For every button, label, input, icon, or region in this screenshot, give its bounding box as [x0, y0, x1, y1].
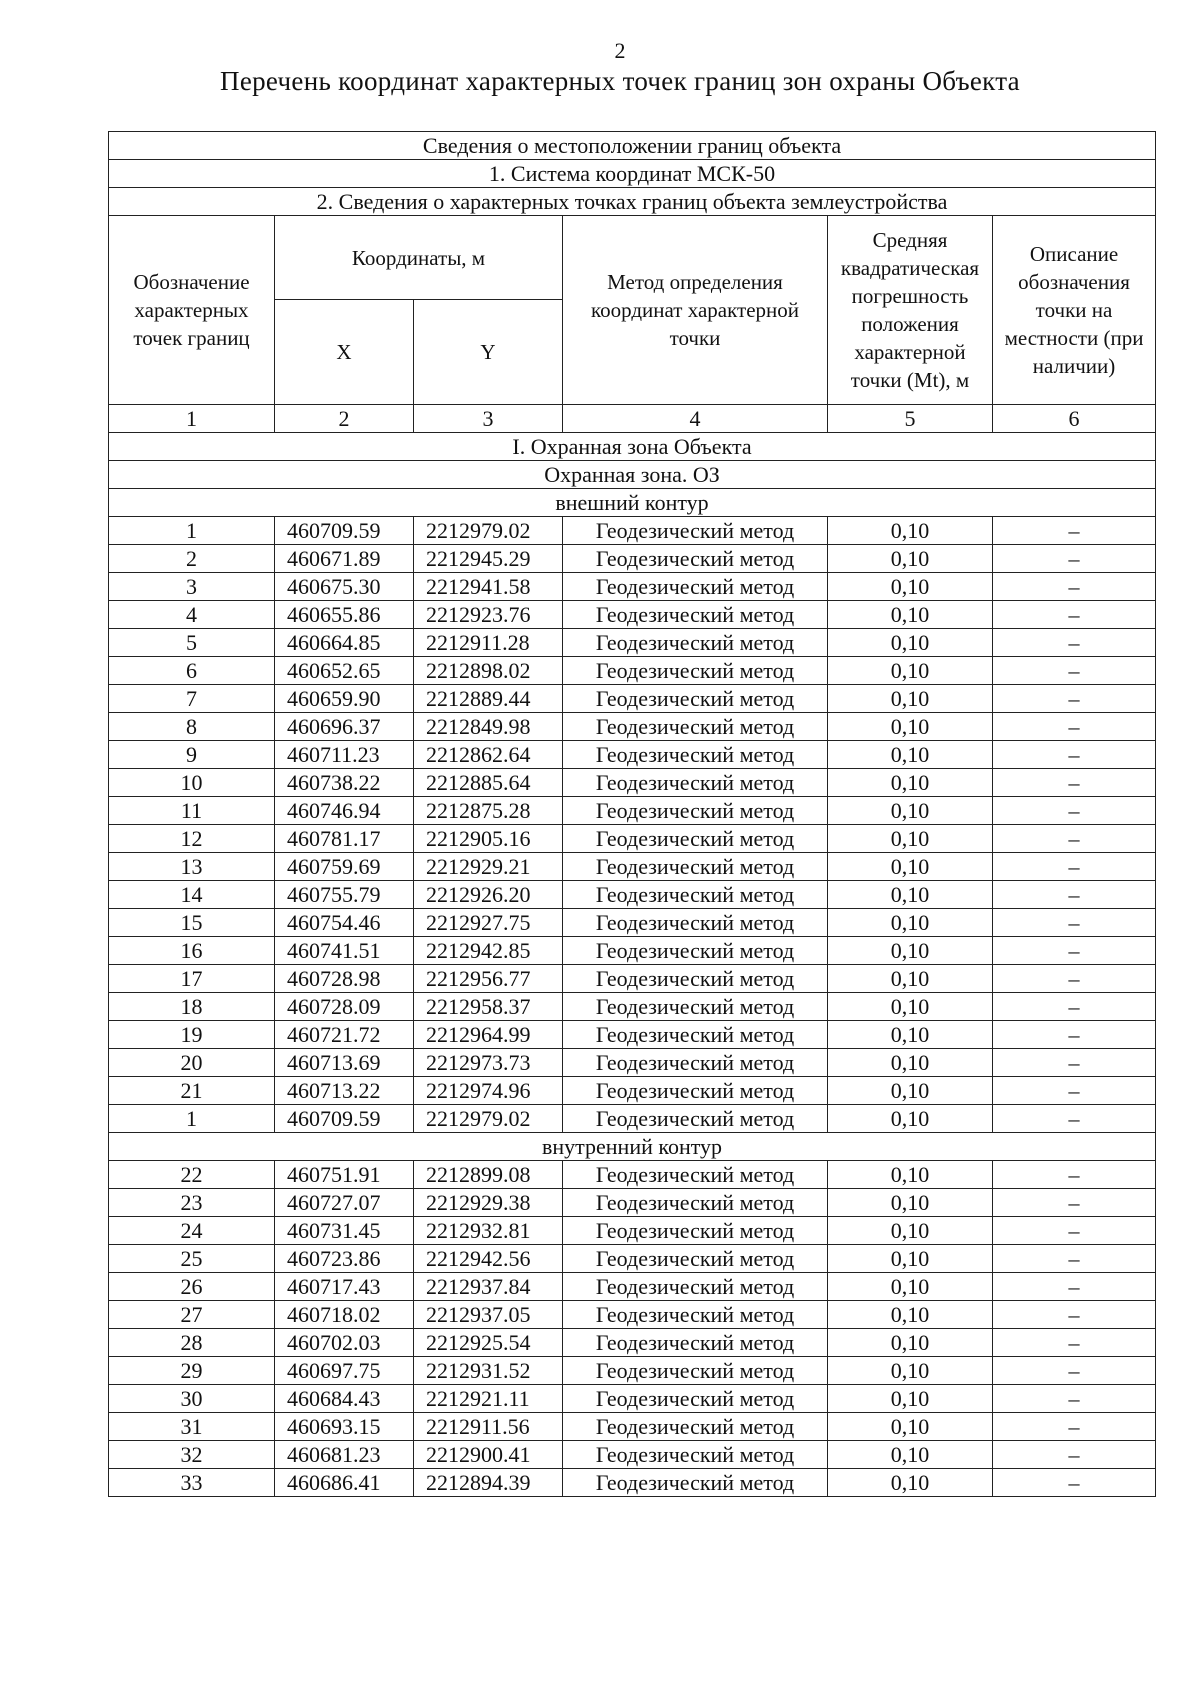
- error-cell: 0,10: [828, 1301, 993, 1329]
- point-number: 16: [109, 937, 275, 965]
- coord-x: 460741.51: [275, 937, 414, 965]
- coord-x: 460723.86: [275, 1245, 414, 1273]
- table-row: [109, 1189, 1156, 1217]
- coord-y: 2212889.44: [414, 685, 563, 713]
- point-number: 18: [109, 993, 275, 1021]
- description-cell: –: [993, 741, 1156, 769]
- coord-y: 2212964.99: [414, 1021, 563, 1049]
- description-cell: –: [993, 629, 1156, 657]
- description-cell: –: [993, 713, 1156, 741]
- table-row: [109, 965, 1156, 993]
- point-number: 26: [109, 1273, 275, 1301]
- error-cell: 0,10: [828, 1469, 993, 1497]
- table-row: [109, 1301, 1156, 1329]
- point-number: 29: [109, 1357, 275, 1385]
- method-cell: Геодезический метод: [563, 937, 828, 965]
- zone-title: I. Охранная зона Объекта: [109, 433, 1156, 461]
- coord-x: 460664.85: [275, 629, 414, 657]
- coord-x: 460681.23: [275, 1441, 414, 1469]
- table-row: [109, 909, 1156, 937]
- coord-y: 2212942.56: [414, 1245, 563, 1273]
- method-cell: Геодезический метод: [563, 545, 828, 573]
- coord-y: 2212905.16: [414, 825, 563, 853]
- coord-x: 460652.65: [275, 657, 414, 685]
- method-cell: Геодезический метод: [563, 517, 828, 545]
- column-number: 3: [414, 405, 563, 433]
- coord-y: 2212979.02: [414, 1105, 563, 1133]
- table-row: [109, 1217, 1156, 1245]
- table-row: [109, 1413, 1156, 1441]
- header-y: Y: [414, 300, 563, 405]
- coord-y: 2212862.64: [414, 741, 563, 769]
- coord-x: 460754.46: [275, 909, 414, 937]
- header-x: X: [275, 300, 414, 405]
- coord-x: 460717.43: [275, 1273, 414, 1301]
- error-cell: 0,10: [828, 965, 993, 993]
- column-number: 5: [828, 405, 993, 433]
- coord-x: 460713.69: [275, 1049, 414, 1077]
- error-cell: 0,10: [828, 1273, 993, 1301]
- description-cell: –: [993, 937, 1156, 965]
- point-number: 3: [109, 573, 275, 601]
- coord-y: 2212942.85: [414, 937, 563, 965]
- method-cell: Геодезический метод: [563, 1105, 828, 1133]
- description-cell: –: [993, 1385, 1156, 1413]
- point-number: 11: [109, 797, 275, 825]
- method-cell: Геодезический метод: [563, 965, 828, 993]
- table-row: [109, 825, 1156, 853]
- error-cell: 0,10: [828, 1049, 993, 1077]
- coord-x: 460696.37: [275, 713, 414, 741]
- coord-y: 2212894.39: [414, 1469, 563, 1497]
- error-cell: 0,10: [828, 1021, 993, 1049]
- point-number: 25: [109, 1245, 275, 1273]
- coord-x: 460755.79: [275, 881, 414, 909]
- method-cell: Геодезический метод: [563, 881, 828, 909]
- method-cell: Геодезический метод: [563, 769, 828, 797]
- description-cell: –: [993, 769, 1156, 797]
- method-cell: Геодезический метод: [563, 1217, 828, 1245]
- description-cell: –: [993, 881, 1156, 909]
- table-row: [109, 1021, 1156, 1049]
- point-number: 9: [109, 741, 275, 769]
- column-number: 1: [109, 405, 275, 433]
- coord-y: 2212932.81: [414, 1217, 563, 1245]
- coord-x: 460702.03: [275, 1329, 414, 1357]
- point-number: 12: [109, 825, 275, 853]
- zone-subtitle: Охранная зона. ОЗ: [109, 461, 1156, 489]
- point-number: 5: [109, 629, 275, 657]
- coordinates-table: [108, 131, 1156, 1497]
- coord-y: 2212885.64: [414, 769, 563, 797]
- coord-y: 2212929.38: [414, 1189, 563, 1217]
- method-cell: Геодезический метод: [563, 993, 828, 1021]
- table-row: [109, 1105, 1156, 1133]
- table-row: [109, 1357, 1156, 1385]
- coord-y: 2212956.77: [414, 965, 563, 993]
- table-row: [109, 1161, 1156, 1189]
- method-cell: Геодезический метод: [563, 741, 828, 769]
- coord-y: 2212899.08: [414, 1161, 563, 1189]
- coord-x: 460728.09: [275, 993, 414, 1021]
- error-cell: 0,10: [828, 1217, 993, 1245]
- method-cell: Геодезический метод: [563, 909, 828, 937]
- error-cell: 0,10: [828, 1245, 993, 1273]
- coord-y: 2212923.76: [414, 601, 563, 629]
- point-number: 15: [109, 909, 275, 937]
- coord-y: 2212973.73: [414, 1049, 563, 1077]
- coord-x: 460721.72: [275, 1021, 414, 1049]
- description-cell: –: [993, 1189, 1156, 1217]
- description-cell: –: [993, 1273, 1156, 1301]
- table-row: [109, 1077, 1156, 1105]
- description-cell: –: [993, 1329, 1156, 1357]
- table-row: [109, 685, 1156, 713]
- error-cell: 0,10: [828, 1189, 993, 1217]
- coord-x: 460718.02: [275, 1301, 414, 1329]
- coord-x: 460671.89: [275, 545, 414, 573]
- coord-y: 2212921.11: [414, 1385, 563, 1413]
- section-title: Сведения о местоположении границ объекта: [109, 132, 1156, 160]
- method-cell: Геодезический метод: [563, 1077, 828, 1105]
- coord-x: 460675.30: [275, 573, 414, 601]
- coord-x: 460751.91: [275, 1161, 414, 1189]
- coord-x: 460684.43: [275, 1385, 414, 1413]
- point-number: 23: [109, 1189, 275, 1217]
- table-row: [109, 853, 1156, 881]
- inner-contour-label: внутренний контур: [109, 1133, 1156, 1161]
- method-cell: Геодезический метод: [563, 657, 828, 685]
- table-row: [109, 993, 1156, 1021]
- error-cell: 0,10: [828, 1357, 993, 1385]
- error-cell: 0,10: [828, 573, 993, 601]
- method-cell: Геодезический метод: [563, 1189, 828, 1217]
- coord-y: 2212875.28: [414, 797, 563, 825]
- point-number: 8: [109, 713, 275, 741]
- error-cell: 0,10: [828, 1077, 993, 1105]
- table-row: [109, 1049, 1156, 1077]
- description-cell: –: [993, 657, 1156, 685]
- description-cell: –: [993, 685, 1156, 713]
- coord-x: 460713.22: [275, 1077, 414, 1105]
- error-cell: 0,10: [828, 1385, 993, 1413]
- method-cell: Геодезический метод: [563, 601, 828, 629]
- method-cell: Геодезический метод: [563, 1441, 828, 1469]
- description-cell: –: [993, 825, 1156, 853]
- description-cell: –: [993, 1469, 1156, 1497]
- header-designation: Обозначение характерных точек границ: [109, 216, 275, 405]
- method-cell: Геодезический метод: [563, 629, 828, 657]
- method-cell: Геодезический метод: [563, 1301, 828, 1329]
- table-row: [109, 573, 1156, 601]
- table-row: [109, 769, 1156, 797]
- description-cell: –: [993, 1077, 1156, 1105]
- point-number: 7: [109, 685, 275, 713]
- error-cell: 0,10: [828, 881, 993, 909]
- table-row: [109, 517, 1156, 545]
- error-cell: 0,10: [828, 685, 993, 713]
- point-number: 1: [109, 1105, 275, 1133]
- coord-x: 460731.45: [275, 1217, 414, 1245]
- description-cell: –: [993, 993, 1156, 1021]
- error-cell: 0,10: [828, 1161, 993, 1189]
- method-cell: Геодезический метод: [563, 1385, 828, 1413]
- coord-x: 460659.90: [275, 685, 414, 713]
- description-cell: –: [993, 1441, 1156, 1469]
- error-cell: 0,10: [828, 601, 993, 629]
- method-cell: Геодезический метод: [563, 1161, 828, 1189]
- coord-y: 2212900.41: [414, 1441, 563, 1469]
- coord-x: 460738.22: [275, 769, 414, 797]
- coord-y: 2212911.28: [414, 629, 563, 657]
- point-number: 2: [109, 545, 275, 573]
- method-cell: Геодезический метод: [563, 1049, 828, 1077]
- description-cell: –: [993, 1021, 1156, 1049]
- point-number: 1: [109, 517, 275, 545]
- description-cell: –: [993, 965, 1156, 993]
- coord-x: 460711.23: [275, 741, 414, 769]
- point-number: 27: [109, 1301, 275, 1329]
- method-cell: Геодезический метод: [563, 713, 828, 741]
- table-row: [109, 881, 1156, 909]
- error-cell: 0,10: [828, 1413, 993, 1441]
- description-cell: –: [993, 1161, 1156, 1189]
- coord-y: 2212931.52: [414, 1357, 563, 1385]
- coord-y: 2212925.54: [414, 1329, 563, 1357]
- header-description: Описание обозначения точки на местности (при наличии): [993, 216, 1156, 405]
- error-cell: 0,10: [828, 1441, 993, 1469]
- points-info-heading: 2. Сведения о характерных точках границ объекта землеустройства: [109, 188, 1156, 216]
- coord-x: 460727.07: [275, 1189, 414, 1217]
- description-cell: –: [993, 1301, 1156, 1329]
- header-error: Средняя квадратическая погрешность положения характерной точки (Mt), м: [828, 216, 993, 405]
- error-cell: 0,10: [828, 1329, 993, 1357]
- description-cell: –: [993, 909, 1156, 937]
- table-row: [109, 797, 1156, 825]
- error-cell: 0,10: [828, 741, 993, 769]
- column-number: 6: [993, 405, 1156, 433]
- table-row: [109, 545, 1156, 573]
- coord-x: 460709.59: [275, 517, 414, 545]
- error-cell: 0,10: [828, 909, 993, 937]
- coord-y: 2212979.02: [414, 517, 563, 545]
- coord-y: 2212927.75: [414, 909, 563, 937]
- coord-x: 460709.59: [275, 1105, 414, 1133]
- method-cell: Геодезический метод: [563, 797, 828, 825]
- coord-y: 2212974.96: [414, 1077, 563, 1105]
- coord-y: 2212929.21: [414, 853, 563, 881]
- description-cell: –: [993, 797, 1156, 825]
- point-number: 4: [109, 601, 275, 629]
- point-number: 6: [109, 657, 275, 685]
- method-cell: Геодезический метод: [563, 1021, 828, 1049]
- table-row: [109, 713, 1156, 741]
- coord-x: 460693.15: [275, 1413, 414, 1441]
- header-method: Метод определения координат характерной точки: [563, 216, 828, 405]
- method-cell: Геодезический метод: [563, 853, 828, 881]
- method-cell: Геодезический метод: [563, 1413, 828, 1441]
- description-cell: –: [993, 573, 1156, 601]
- coord-x: 460655.86: [275, 601, 414, 629]
- coord-x: 460697.75: [275, 1357, 414, 1385]
- table-row: [109, 1245, 1156, 1273]
- page-number: 2: [614, 38, 626, 63]
- error-cell: 0,10: [828, 937, 993, 965]
- point-number: 17: [109, 965, 275, 993]
- method-cell: Геодезический метод: [563, 685, 828, 713]
- description-cell: –: [993, 1357, 1156, 1385]
- description-cell: –: [993, 1217, 1156, 1245]
- point-number: 20: [109, 1049, 275, 1077]
- point-number: 30: [109, 1385, 275, 1413]
- point-number: 22: [109, 1161, 275, 1189]
- table-row: [109, 1385, 1156, 1413]
- point-number: 13: [109, 853, 275, 881]
- error-cell: 0,10: [828, 769, 993, 797]
- method-cell: Геодезический метод: [563, 1469, 828, 1497]
- method-cell: Геодезический метод: [563, 573, 828, 601]
- coord-y: 2212945.29: [414, 545, 563, 573]
- table-row: [109, 1469, 1156, 1497]
- error-cell: 0,10: [828, 517, 993, 545]
- table-row: [109, 741, 1156, 769]
- table-row: [109, 629, 1156, 657]
- method-cell: Геодезический метод: [563, 1245, 828, 1273]
- coord-y: 2212911.56: [414, 1413, 563, 1441]
- table-row: [109, 937, 1156, 965]
- description-cell: –: [993, 1105, 1156, 1133]
- column-number: 4: [563, 405, 828, 433]
- error-cell: 0,10: [828, 629, 993, 657]
- table-row: [109, 657, 1156, 685]
- coord-y: 2212941.58: [414, 573, 563, 601]
- table-row: [109, 1441, 1156, 1469]
- error-cell: 0,10: [828, 1105, 993, 1133]
- point-number: 33: [109, 1469, 275, 1497]
- method-cell: Геодезический метод: [563, 1329, 828, 1357]
- description-cell: –: [993, 1413, 1156, 1441]
- point-number: 14: [109, 881, 275, 909]
- description-cell: –: [993, 601, 1156, 629]
- table-row: [109, 601, 1156, 629]
- coord-y: 2212898.02: [414, 657, 563, 685]
- coordinate-system: 1. Система координат МСК-50: [109, 160, 1156, 188]
- coord-y: 2212937.84: [414, 1273, 563, 1301]
- coord-x: 460686.41: [275, 1469, 414, 1497]
- coord-y: 2212937.05: [414, 1301, 563, 1329]
- description-cell: –: [993, 545, 1156, 573]
- coord-x: 460746.94: [275, 797, 414, 825]
- point-number: 19: [109, 1021, 275, 1049]
- point-number: 24: [109, 1217, 275, 1245]
- coord-x: 460759.69: [275, 853, 414, 881]
- table-row: [109, 1273, 1156, 1301]
- error-cell: 0,10: [828, 713, 993, 741]
- error-cell: 0,10: [828, 797, 993, 825]
- point-number: 10: [109, 769, 275, 797]
- coord-y: 2212958.37: [414, 993, 563, 1021]
- table-row: [109, 1329, 1156, 1357]
- header-coordinates: Координаты, м: [275, 216, 563, 300]
- point-number: 21: [109, 1077, 275, 1105]
- error-cell: 0,10: [828, 853, 993, 881]
- point-number: 28: [109, 1329, 275, 1357]
- error-cell: 0,10: [828, 545, 993, 573]
- coord-y: 2212849.98: [414, 713, 563, 741]
- coord-y: 2212926.20: [414, 881, 563, 909]
- outer-contour-label: внешний контур: [109, 489, 1156, 517]
- description-cell: –: [993, 853, 1156, 881]
- error-cell: 0,10: [828, 993, 993, 1021]
- method-cell: Геодезический метод: [563, 1273, 828, 1301]
- coord-x: 460728.98: [275, 965, 414, 993]
- error-cell: 0,10: [828, 657, 993, 685]
- description-cell: –: [993, 517, 1156, 545]
- coord-x: 460781.17: [275, 825, 414, 853]
- method-cell: Геодезический метод: [563, 825, 828, 853]
- error-cell: 0,10: [828, 825, 993, 853]
- page-title: Перечень координат характерных точек границ зон охраны Объекта: [220, 66, 1020, 96]
- point-number: 32: [109, 1441, 275, 1469]
- description-cell: –: [993, 1245, 1156, 1273]
- description-cell: –: [993, 1049, 1156, 1077]
- column-number: 2: [275, 405, 414, 433]
- method-cell: Геодезический метод: [563, 1357, 828, 1385]
- point-number: 31: [109, 1413, 275, 1441]
